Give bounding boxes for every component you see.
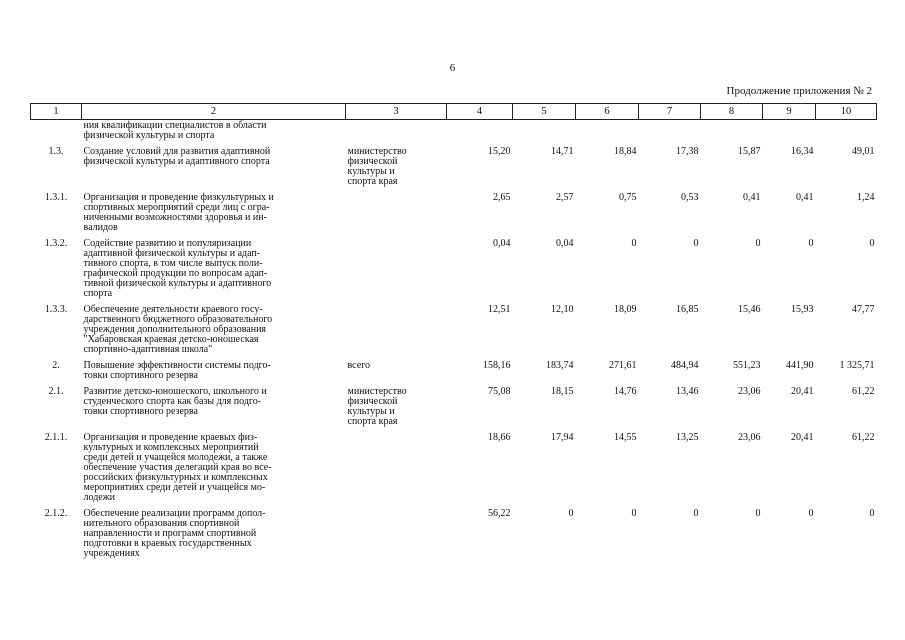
value-cell: 0,41: [796, 192, 814, 203]
value-cell: 23,06: [738, 386, 761, 397]
row-name-line: физической культуры и адаптивного спорта: [83, 156, 270, 167]
column-header-9: 9: [763, 104, 816, 120]
value-cell: 15,20: [488, 146, 511, 157]
value-cell: 12,10: [551, 304, 574, 315]
row-name-line: товки спортивного резерва: [83, 406, 198, 417]
row-number: 1.3.3.: [44, 304, 68, 315]
row-name-line: нительного образования спортивной: [83, 518, 240, 529]
value-cell: 16,34: [791, 146, 814, 157]
row-name: [82, 355, 346, 381]
column-header-3: 3: [346, 104, 447, 120]
value-cell: 0,04: [493, 238, 511, 249]
table-row: [31, 427, 877, 503]
value-cell: 551,23: [733, 360, 761, 371]
value-cell: [763, 120, 816, 142]
value-cell: 271,61: [609, 360, 637, 371]
value-cell: 441,90: [786, 360, 814, 371]
value-cell: 0: [631, 508, 637, 519]
value-cell: 18,15: [551, 386, 574, 397]
value-cell: 12,51: [488, 304, 511, 315]
row-name-line: Организация и проведение физкультурных и: [83, 192, 274, 203]
value-cell: [513, 120, 576, 142]
row-name-line: Содействие развитию и популяризации: [83, 238, 252, 249]
value-cell: 0,53: [681, 192, 699, 203]
value-cell: 16,85: [676, 304, 699, 315]
row-name: [82, 141, 346, 187]
value-cell: [701, 120, 763, 142]
column-header-2: 2: [82, 104, 346, 120]
value-cell: 0: [693, 238, 699, 249]
row-name-line: подготовки в краевых государственных: [83, 538, 252, 549]
table-row: [31, 141, 877, 187]
column-header-5: 5: [513, 104, 576, 120]
table-row: [31, 355, 877, 381]
value-cell: 49,01: [852, 146, 875, 157]
value-cell: 0: [869, 238, 875, 249]
row-executor-line: культуры и: [347, 406, 395, 417]
row-name-line: обеспечение участия делегаций края во все-: [83, 462, 272, 473]
value-cell: 158,16: [483, 360, 511, 371]
row-number: 2.1.: [48, 386, 64, 397]
value-cell: 15,93: [791, 304, 814, 315]
value-cell: 2,65: [493, 192, 511, 203]
value-cell: 23,06: [738, 432, 761, 443]
row-name-line: учреждениях: [83, 548, 140, 559]
row-name-line: "Хабаровская краевая детско-юношеская: [83, 334, 259, 345]
row-name-line: учреждения дополнительного образования: [83, 324, 267, 335]
row-name-line: физической культуры и спорта: [83, 130, 215, 141]
row-executor: [346, 381, 447, 427]
row-executor: [346, 141, 447, 187]
value-cell: [447, 120, 513, 142]
value-cell: 0,04: [556, 238, 574, 249]
value-cell: 14,76: [614, 386, 637, 397]
row-executor: [346, 503, 447, 559]
value-cell: [816, 120, 877, 142]
value-cell: 13,46: [676, 386, 699, 397]
row-name-line: Создание условий для развития адаптивной: [83, 146, 271, 157]
row-name-line: среди детей и учащейся молодежи, а также: [83, 452, 268, 463]
row-name-line: мероприятиях среди детей и учащейся мо-: [83, 482, 266, 493]
table-row: [31, 299, 877, 355]
value-cell: 484,94: [671, 360, 699, 371]
value-cell: 13,25: [676, 432, 699, 443]
value-cell: 0: [808, 508, 814, 519]
row-name-line: графической продукции по вопросам адап-: [83, 268, 268, 279]
value-cell: 183,74: [546, 360, 574, 371]
value-cell: 0,75: [619, 192, 637, 203]
value-cell: 18,84: [614, 146, 637, 157]
value-cell: 47,77: [852, 304, 875, 315]
row-name-line: адаптивной физической культуры и адап-: [83, 248, 261, 259]
row-name-line: дарственного бюджетного образовательного: [83, 314, 273, 325]
value-cell: [576, 120, 639, 142]
row-name-line: спортивных мероприятий среди лиц с огра-: [83, 202, 270, 213]
value-cell: 56,22: [488, 508, 511, 519]
value-cell: 18,09: [614, 304, 637, 315]
row-executor: [346, 427, 447, 503]
row-number: 2.1.1.: [44, 432, 68, 443]
row-name-line: тивной физической культуры и адаптивного: [83, 278, 272, 289]
row-executor-line: физической: [347, 156, 398, 167]
row-executor: [346, 120, 447, 142]
column-header-4: 4: [447, 104, 513, 120]
column-header-6: 6: [576, 104, 639, 120]
row-name-line: спортивно-адаптивная школа": [83, 344, 213, 355]
value-cell: 1,24: [857, 192, 875, 203]
value-cell: 18,66: [488, 432, 511, 443]
row-name: [82, 233, 346, 299]
value-cell: 0: [869, 508, 875, 519]
value-cell: 0: [755, 508, 761, 519]
column-header-1: 1: [31, 104, 82, 120]
table-row: [31, 381, 877, 427]
value-cell: [639, 120, 701, 142]
value-cell: 0: [693, 508, 699, 519]
value-cell: 75,08: [488, 386, 511, 397]
row-name: [82, 187, 346, 233]
row-name-line: ниченными возможностями здоровья и ин-: [83, 212, 267, 223]
row-number: 2.1.2.: [44, 508, 68, 519]
value-cell: 0: [755, 238, 761, 249]
row-name-line: студенческого спорта как базы для подго-: [83, 396, 262, 407]
value-cell: 0,41: [743, 192, 761, 203]
program-table: [30, 103, 877, 559]
value-cell: 61,22: [852, 432, 875, 443]
row-number: 1.3.: [48, 146, 64, 157]
value-cell: 17,94: [551, 432, 574, 443]
row-executor-line: министерство: [347, 146, 407, 157]
table-row: [31, 233, 877, 299]
value-cell: 2,57: [556, 192, 574, 203]
table-row: [31, 120, 877, 142]
value-cell: 14,55: [614, 432, 637, 443]
header-row: [31, 104, 877, 120]
row-name: [82, 381, 346, 427]
row-executor: [346, 299, 447, 355]
value-cell: 20,41: [791, 386, 814, 397]
page-number: 6: [449, 62, 456, 74]
value-cell: 0: [808, 238, 814, 249]
row-executor: [346, 233, 447, 299]
row-name-line: спорта: [83, 288, 113, 299]
value-cell: 14,71: [551, 146, 574, 157]
row-executor-line: спорта края: [347, 176, 398, 187]
row-executor-line: министерство: [347, 386, 407, 397]
row-executor-line: культуры и: [347, 166, 395, 177]
column-header-10: 10: [816, 104, 877, 120]
row-number: 1.3.2.: [44, 238, 68, 249]
row-name-line: культурных и комплексных мероприятий: [83, 442, 259, 453]
row-name-line: Обеспечение деятельности краевого госу-: [83, 304, 263, 315]
column-header-7: 7: [639, 104, 701, 120]
continuation-label: Продолжение приложения № 2: [726, 85, 872, 97]
value-cell: 1 325,71: [839, 360, 875, 371]
value-cell: 0: [631, 238, 637, 249]
row-executor: [346, 355, 447, 381]
row-name-line: товки спортивного резерва: [83, 370, 198, 381]
row-executor-line: спорта края: [347, 416, 398, 427]
row-executor-line: физической: [347, 396, 398, 407]
row-name: [82, 427, 346, 503]
row-name: [82, 503, 346, 559]
row-name-line: валидов: [83, 222, 118, 233]
value-cell: 0: [568, 508, 574, 519]
row-executor-line: всего: [347, 360, 371, 371]
row-name-line: лодежи: [83, 492, 115, 503]
row-name-line: Повышение эффективности системы подго-: [83, 360, 271, 371]
row-number: [31, 120, 82, 142]
value-cell: 20,41: [791, 432, 814, 443]
row-name-line: ния квалификации специалистов в области: [83, 120, 267, 131]
row-executor: [346, 187, 447, 233]
table-row: [31, 503, 877, 559]
row-name-line: российских физкультурных и комплексных: [83, 472, 268, 483]
table-row: [31, 187, 877, 233]
row-name-line: направленности и программ спортивной: [83, 528, 257, 539]
row-name-line: Организация и проведение краевых физ-: [83, 432, 258, 443]
row-name-line: Обеспечение реализации программ допол-: [83, 508, 266, 519]
column-header-8: 8: [701, 104, 763, 120]
value-cell: 15,46: [738, 304, 761, 315]
row-name-line: Развитие детско-юношеского, школьного и: [83, 386, 267, 397]
value-cell: 61,22: [852, 386, 875, 397]
value-cell: 17,38: [676, 146, 699, 157]
value-cell: 15,87: [738, 146, 761, 157]
row-name-line: тивного спорта, в том числе выпуск поли-: [83, 258, 263, 269]
row-name: [82, 299, 346, 355]
row-number: 1.3.1.: [44, 192, 68, 203]
row-name: [82, 120, 346, 142]
row-number: 2.: [52, 360, 60, 371]
